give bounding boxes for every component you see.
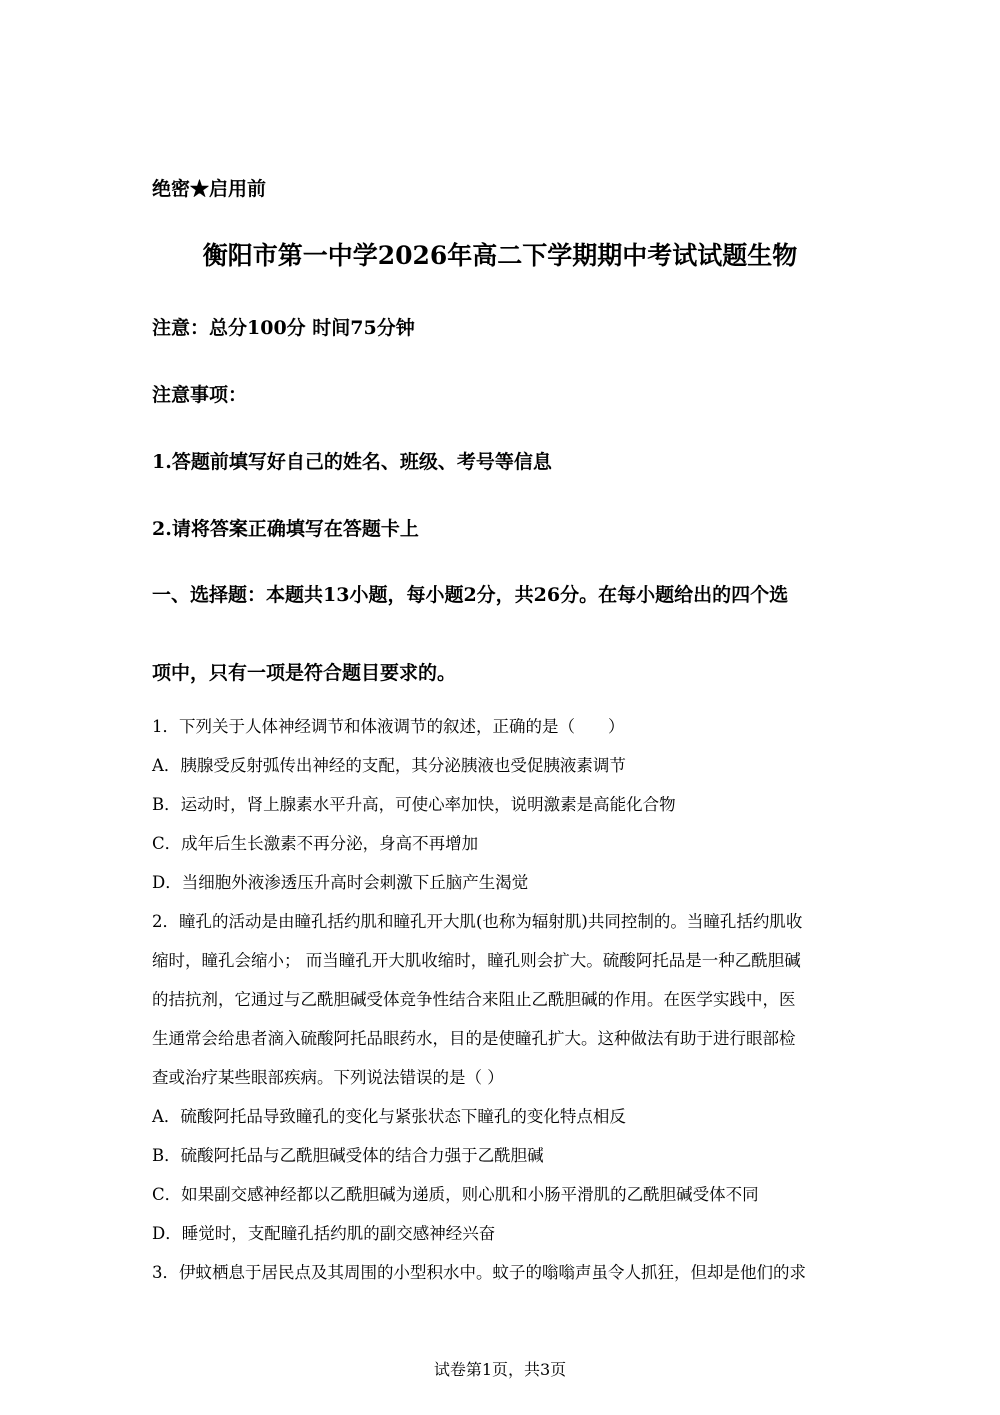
notice-item: 1.答题前填写好自己的姓名、班级、考号等信息 xyxy=(152,451,552,473)
page-footer: 试卷第1页，共3页 xyxy=(433,1360,567,1379)
notice-heading: 注意事项： xyxy=(152,384,248,406)
question-option: B．运动时，肾上腺素水平升高，可使心率加快，说明激素是高能化合物 xyxy=(152,795,676,814)
question-option: A．硫酸阿托品导致瞳孔的变化与紧张状态下瞳孔的变化特点相反 xyxy=(152,1107,626,1126)
question-stem: 缩时，瞳孔会缩小； 而当瞳孔开大肌收缩时，瞳孔则会扩大。硫酸阿托品是一种乙酰胆碱 xyxy=(152,951,801,970)
notice-item: 2.请将答案正确填写在答题卡上 xyxy=(152,518,419,540)
page-title: 衡阳市第一中学2026年高二下学期期中考试试题生物 xyxy=(202,241,798,270)
exam-note: 注意：总分100分 时间75分钟 xyxy=(152,317,415,339)
question-stem: 2．瞳孔的活动是由瞳孔括约肌和瞳孔开大肌(也称为辐射肌)共同控制的。当瞳孔括约肌收 xyxy=(152,912,803,931)
question-option: C．成年后生长激素不再分泌，身高不再增加 xyxy=(152,834,479,853)
section-heading: 一、选择题：本题共13小题，每小题2分，共26分。在每小题给出的四个选 xyxy=(152,584,789,606)
question-option: A．胰腺受反射弧传出神经的支配，其分泌胰液也受促胰液素调节 xyxy=(152,756,626,775)
secret-label: 绝密★启用前 xyxy=(152,178,267,200)
question-option: D．当细胞外液渗透压升高时会刺激下丘脑产生渴觉 xyxy=(152,873,529,892)
question-option: D．睡觉时，支配瞳孔括约肌的副交感神经兴奋 xyxy=(152,1224,496,1243)
question-stem: 1．下列关于人体神经调节和体液调节的叙述，正确的是（ ） xyxy=(152,717,625,736)
question-stem: 查或治疗某些眼部疾病。下列说法错误的是（ ） xyxy=(152,1068,504,1087)
question-option: C．如果副交感神经都以乙酰胆碱为递质，则心肌和小肠平滑肌的乙酰胆碱受体不同 xyxy=(152,1185,759,1204)
section-heading: 项中，只有一项是符合题目要求的。 xyxy=(152,662,457,684)
question-stem: 生通常会给患者滴入硫酸阿托品眼药水，目的是使瞳孔扩大。这种做法有助于进行眼部检 xyxy=(152,1029,796,1048)
question-stem: 的拮抗剂，它通过与乙酰胆碱受体竞争性结合来阻止乙酰胆碱的作用。在医学实践中，医 xyxy=(152,990,796,1009)
question-stem: 3．伊蚊栖息于居民点及其周围的小型积水中。蚊子的嗡嗡声虽令人抓狂，但却是他们的求 xyxy=(152,1263,806,1282)
question-option: B．硫酸阿托品与乙酰胆碱受体的结合力强于乙酰胆碱 xyxy=(152,1146,544,1165)
